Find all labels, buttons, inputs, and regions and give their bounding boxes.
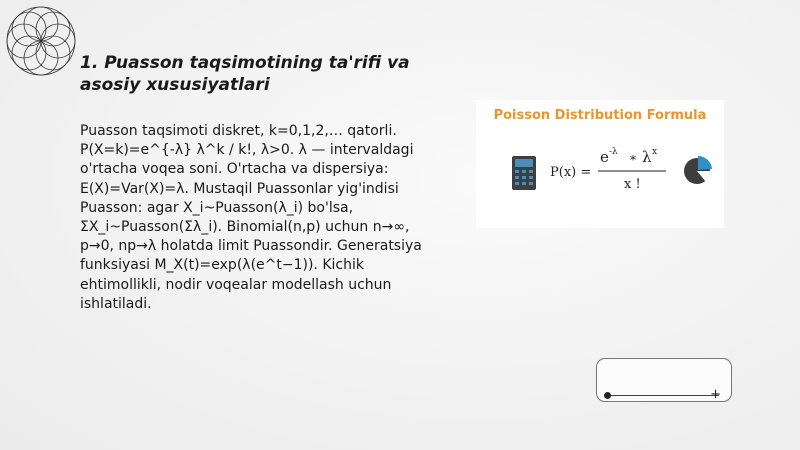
formula-image-title: Poisson Distribution Formula — [493, 108, 707, 123]
formula-image — [476, 100, 724, 228]
pie-chart-icon — [682, 156, 712, 186]
formula-e: e — [600, 148, 609, 166]
formula-times: * — [630, 153, 636, 167]
formula-lambda-exponent: x — [652, 147, 658, 157]
calculator-icon — [512, 156, 536, 190]
slide-body-text: Puasson taqsimoti diskret, k=0,1,2,… qatorli. P(X=k)=e^{-λ} λ^k / k!, λ>0. λ — intervaldagi o'rtacha voqea soni. O'rtacha va dispersiya: E(X)=Var(X)=λ. Mustaqil Puassonlar yig'indisi Puasson: agar X_i~Puasson(λ_i) bo'lsa, ΣX_i~Puasson(Σλ_i). Binomial(n,p) uchun n→∞, p→0, np→λ holatda limit Puassondir. Generatsiya funksiyasi M_X(t)=exp(λ(e^t−1)). Kichik ehtimollikli, nodir voqealar modellash uchun ishlatiladi. — [80, 123, 422, 312]
formula-e-exponent: -λ — [609, 147, 618, 157]
formula-lhs: P(x) = — [550, 165, 592, 180]
slider-track[interactable] — [607, 395, 719, 396]
formula-lambda: λ — [642, 148, 652, 166]
circle-ornament-icon — [4, 4, 78, 78]
slider-end-mark: + — [710, 387, 721, 402]
formula-denominator: x ! — [624, 177, 641, 192]
slide-title: 1. Puasson taqsimotining ta'rifi va asosiy xususiyatlari — [80, 53, 410, 95]
slider-handle[interactable] — [604, 392, 611, 399]
media-slider-box — [596, 358, 732, 402]
poisson-formula — [546, 142, 686, 198]
